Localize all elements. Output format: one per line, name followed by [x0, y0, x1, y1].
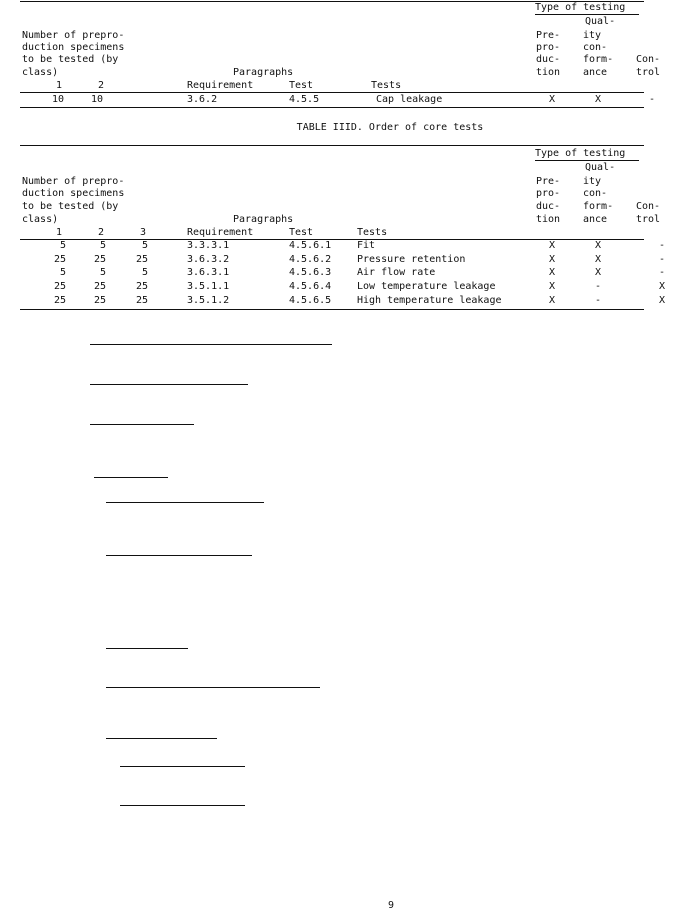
- blank-heading-line-8: [106, 687, 320, 688]
- table2-top-rule: [20, 145, 644, 146]
- table1-row-1-class-2: 10: [91, 94, 104, 105]
- table2-quality-header-4: form-: [583, 201, 614, 212]
- table1-quality-header-3: con-: [583, 42, 608, 53]
- table1-preproduction-header-3: duc-: [536, 54, 561, 65]
- table1-row-1-preproduction: X: [548, 94, 556, 105]
- table2-row-1-class-1: 5: [59, 240, 66, 251]
- blank-heading-line-9: [106, 738, 217, 739]
- table2-row-1-test: 4.5.6.1: [289, 240, 332, 251]
- table2-type-of-testing-label: Type of testing: [535, 148, 626, 159]
- table2-class-3-label: 3: [140, 227, 147, 238]
- table2-quality-header-3: con-: [583, 188, 608, 199]
- table2-row-3-preproduction: X: [548, 267, 556, 278]
- table2-row-1-quality: X: [594, 240, 602, 251]
- table2-preproduction-header-4: tion: [536, 214, 561, 225]
- page-number: 9: [387, 900, 395, 911]
- table2-row-3-test: 4.5.6.3: [289, 267, 332, 278]
- table2-paragraphs-label: Paragraphs: [233, 214, 294, 225]
- table1-bottom-rule: [20, 107, 644, 108]
- table2-row-1-requirement: 3.3.3.1: [187, 240, 230, 251]
- blank-heading-line-10: [120, 766, 245, 767]
- blank-heading-line-3: [90, 424, 194, 425]
- table1-header-rule: [20, 92, 644, 93]
- table2-row-1-class-3: 5: [141, 240, 148, 251]
- table2-row-1-preproduction: X: [548, 240, 556, 251]
- table2-preproduction-header-2: pro-: [536, 188, 561, 199]
- table2-row-3-control: -: [658, 267, 666, 278]
- table1-quality-header-4: form-: [583, 54, 614, 65]
- table1-row-1-quality: X: [594, 94, 602, 105]
- table2-row-5-class-2: 25: [93, 295, 106, 306]
- table2-class-1-label: 1: [56, 227, 63, 238]
- table2-row-5-quality: -: [594, 295, 602, 306]
- table2-row-2-requirement: 3.6.3.2: [187, 254, 230, 265]
- table2-row-4-class-1: 25: [53, 281, 66, 292]
- table2-bottom-rule: [20, 309, 644, 310]
- table1-requirement-label: Requirement: [187, 80, 254, 91]
- table2-left-header-line4: class): [22, 214, 59, 225]
- table1-preproduction-header-4: tion: [536, 67, 561, 78]
- table2-row-5-requirement: 3.5.1.2: [187, 295, 230, 306]
- table2-quality-header-2: ity: [583, 176, 602, 187]
- table1-row-1-test-name: Cap leakage: [376, 94, 443, 105]
- table1-quality-header-2: ity: [583, 30, 602, 41]
- table2-row-5-test: 4.5.6.5: [289, 295, 332, 306]
- table2-control-header-1: Con-: [636, 201, 661, 212]
- table1-left-header-line2: duction specimens: [22, 42, 125, 53]
- blank-heading-line-11: [120, 805, 245, 806]
- table2-row-4-class-3: 25: [135, 281, 148, 292]
- blank-heading-line-4: [94, 477, 168, 478]
- table1-tests-label: Tests: [371, 80, 402, 91]
- table2-row-5-preproduction: X: [548, 295, 556, 306]
- table1-row-1-requirement: 3.6.2: [187, 94, 218, 105]
- table2-row-3-quality: X: [594, 267, 602, 278]
- table2-row-2-test-name: Pressure retention: [357, 254, 466, 265]
- table2-row-2-test: 4.5.6.2: [289, 254, 332, 265]
- table2-row-2-class-1: 25: [53, 254, 66, 265]
- table2-row-5-class-1: 25: [53, 295, 66, 306]
- table2-row-2-preproduction: X: [548, 254, 556, 265]
- table1-row-1-class-1: 10: [51, 94, 64, 105]
- table2-row-3-class-1: 5: [59, 267, 66, 278]
- table2-requirement-label: Requirement: [187, 227, 254, 238]
- table2-preproduction-header-1: Pre-: [536, 176, 561, 187]
- table2-row-4-requirement: 3.5.1.1: [187, 281, 230, 292]
- table2-preproduction-header-3: duc-: [536, 201, 561, 212]
- table1-left-header-line1: Number of prepro-: [22, 30, 125, 41]
- table1-class-2-label: 2: [98, 80, 105, 91]
- table2-class-2-label: 2: [98, 227, 105, 238]
- table2-row-2-control: -: [658, 254, 666, 265]
- table2-row-4-control: X: [658, 281, 666, 292]
- blank-heading-line-1: [90, 344, 332, 345]
- table1-test-label: Test: [289, 80, 314, 91]
- table2-left-header-line1: Number of prepro-: [22, 176, 125, 187]
- table1-quality-header-5: ance: [583, 67, 608, 78]
- table2-tests-label: Tests: [357, 227, 388, 238]
- table2-control-header-2: trol: [636, 214, 661, 225]
- table2-row-1-control: -: [658, 240, 666, 251]
- table2-test-label: Test: [289, 227, 314, 238]
- table2-row-2-class-3: 25: [135, 254, 148, 265]
- table2-left-header-line3: to be tested (by: [22, 201, 119, 212]
- table2-title: TABLE IIID. Order of core tests: [296, 122, 484, 133]
- table2-row-2-class-2: 25: [93, 254, 106, 265]
- table1-row-1-test: 4.5.5: [289, 94, 320, 105]
- table2-row-1-class-2: 5: [99, 240, 106, 251]
- table2-left-header-line2: duction specimens: [22, 188, 125, 199]
- table2-row-5-class-3: 25: [135, 295, 148, 306]
- table1-preproduction-header-1: Pre-: [536, 30, 561, 41]
- table2-quality-header-5: ance: [583, 214, 608, 225]
- table1-paragraphs-label: Paragraphs: [233, 67, 294, 78]
- table1-left-header-line3: to be tested (by: [22, 54, 119, 65]
- table2-row-4-test-name: Low temperature leakage: [357, 281, 496, 292]
- table1-control-header-2: trol: [636, 67, 661, 78]
- table2-row-1-test-name: Fit: [357, 240, 376, 251]
- table1-type-of-testing-underline: [535, 14, 639, 15]
- table2-type-of-testing-underline: [535, 160, 639, 161]
- table1-quality-header-1: Qual-: [585, 16, 616, 27]
- table2-row-3-class-2: 5: [99, 267, 106, 278]
- table2-row-2-quality: X: [594, 254, 602, 265]
- table2-row-5-test-name: High temperature leakage: [357, 295, 502, 306]
- table1-class-1-label: 1: [56, 80, 63, 91]
- table2-row-3-test-name: Air flow rate: [357, 267, 436, 278]
- table2-row-4-test: 4.5.6.4: [289, 281, 332, 292]
- blank-heading-line-2: [90, 384, 248, 385]
- table2-quality-header-1: Qual-: [585, 162, 616, 173]
- table2-row-3-requirement: 3.6.3.1: [187, 267, 230, 278]
- table2-row-5-control: X: [658, 295, 666, 306]
- blank-heading-line-6: [106, 555, 252, 556]
- table2-row-4-quality: -: [594, 281, 602, 292]
- table2-row-3-class-3: 5: [141, 267, 148, 278]
- table1-left-header-line4: class): [22, 67, 59, 78]
- table1-type-of-testing-label: Type of testing: [535, 2, 626, 13]
- table1-control-header-1: Con-: [636, 54, 661, 65]
- blank-heading-line-5: [106, 502, 264, 503]
- table2-row-4-class-2: 25: [93, 281, 106, 292]
- blank-heading-line-7: [106, 648, 188, 649]
- table1-preproduction-header-2: pro-: [536, 42, 561, 53]
- table1-row-1-control: -: [648, 94, 656, 105]
- table2-row-4-preproduction: X: [548, 281, 556, 292]
